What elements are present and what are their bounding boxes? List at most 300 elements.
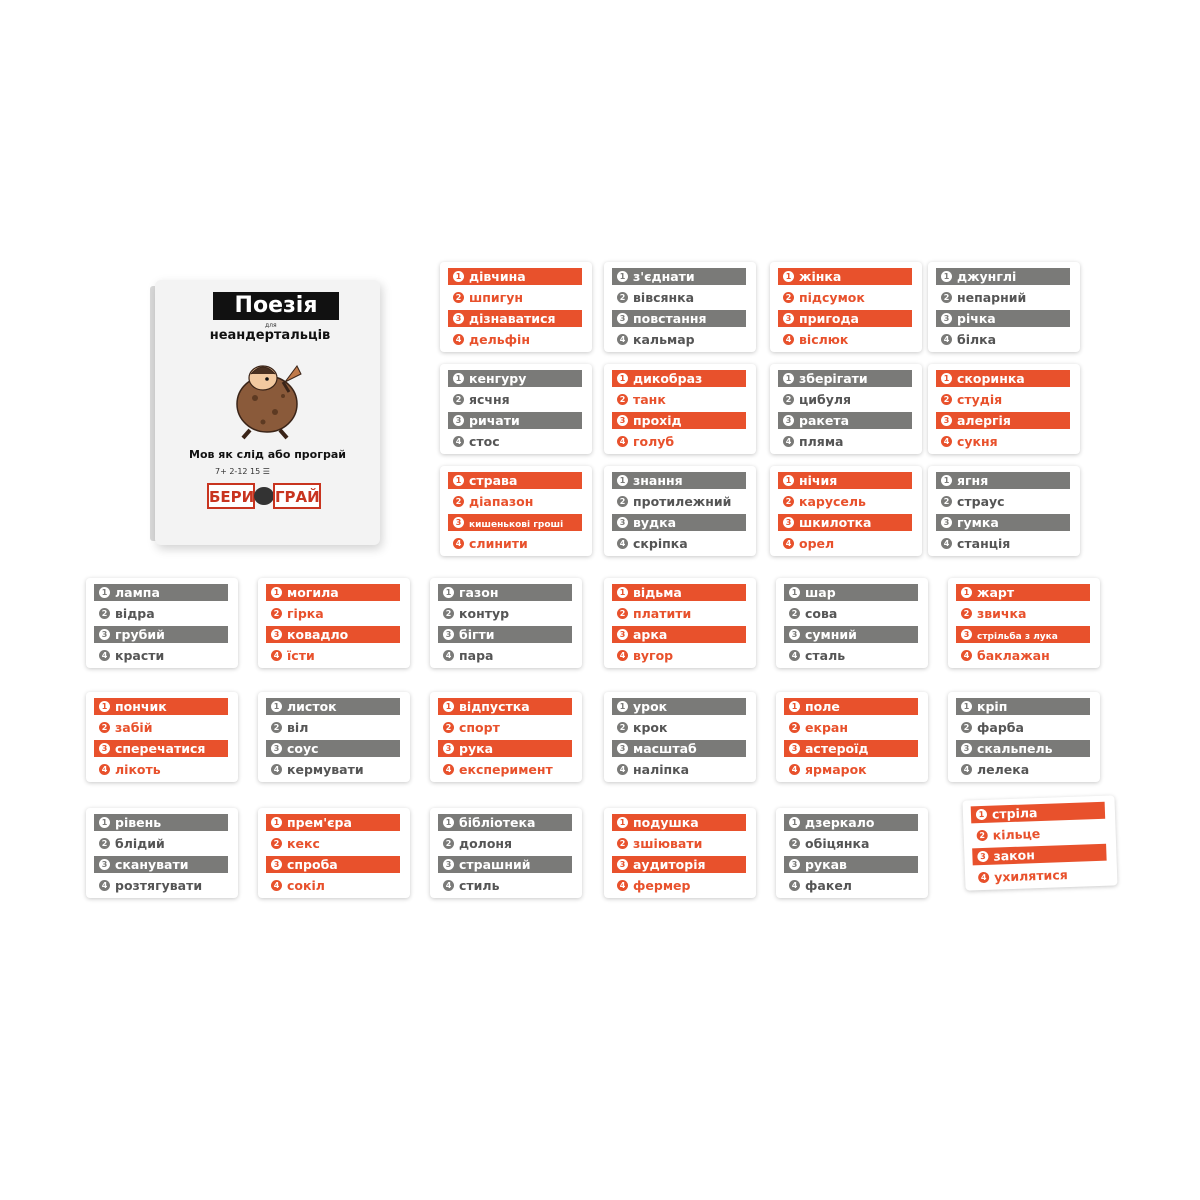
card-word-row [956,698,1090,715]
card-word: стос [469,434,500,449]
card-word: ковадло [287,627,349,642]
card-word: рука [459,741,494,756]
card-word: стріла [991,805,1038,822]
card-word: арка [633,627,668,642]
card-word-row [94,719,228,736]
card-word-row [784,761,918,778]
card-word: аудиторія [633,857,706,872]
word-number-badge: 3 [617,517,628,528]
card-word-row [266,877,400,894]
card-word-row [778,412,912,429]
card-word: бігти [459,627,495,642]
card-word: страва [469,473,518,488]
word-number-badge: 2 [941,292,952,303]
card-word-row [778,370,912,387]
card-word-row [784,584,918,601]
card-word-row [936,331,1070,348]
word-number-badge: 3 [941,517,952,528]
word-number-badge: 2 [453,292,464,303]
word-number-badge: 3 [271,859,282,870]
card-word: лелека [977,762,1030,777]
word-number-badge: 3 [443,859,454,870]
word-number-badge: 3 [443,743,454,754]
word-card [430,692,582,782]
card-word: кенгуру [469,371,527,386]
card-word-row [784,740,918,757]
word-number-badge: 3 [453,517,464,528]
word-number-badge: 2 [789,838,800,849]
card-word: могила [287,585,339,600]
word-number-badge: 2 [977,830,988,841]
word-card [440,466,592,556]
card-word-row [612,289,746,306]
card-word-row [936,391,1070,408]
card-word-row [94,605,228,622]
card-word-row [438,814,572,831]
card-word-row [438,584,572,601]
card-word-row [936,535,1070,552]
card-word-row [612,719,746,736]
word-number-badge: 3 [617,313,628,324]
card-word: платити [633,606,692,621]
card-word: непарний [957,290,1027,305]
card-word-row [612,856,746,873]
card-word: баклажан [977,648,1050,663]
card-word-row [612,535,746,552]
card-word-row [612,740,746,757]
card-word-row [936,310,1070,327]
word-card [928,466,1080,556]
card-word: закон [993,847,1036,864]
card-word: пригода [799,311,859,326]
card-word-row [94,761,228,778]
word-number-badge: 2 [783,394,794,405]
card-word: газон [459,585,499,600]
card-word: скріпка [633,536,688,551]
card-word-row [784,605,918,622]
card-word-row [448,493,582,510]
card-word: кільце [992,825,1041,843]
word-number-badge: 2 [617,496,628,507]
card-word: сканувати [115,857,189,872]
card-word: листок [287,699,337,714]
word-number-badge: 2 [453,394,464,405]
word-number-badge: 2 [783,496,794,507]
word-number-badge: 4 [453,436,464,447]
word-card [604,262,756,352]
word-number-badge: 2 [789,722,800,733]
card-word: грубий [115,627,165,642]
word-number-badge: 4 [961,764,972,775]
word-number-badge: 2 [271,838,282,849]
word-number-badge: 2 [443,722,454,733]
card-word: ракета [799,413,850,428]
card-word-row [784,814,918,831]
word-number-badge: 3 [789,629,800,640]
card-word-row [438,835,572,852]
card-word: дівчина [469,269,526,284]
card-word: контур [459,606,510,621]
word-card [258,578,410,668]
card-word: відра [115,606,155,621]
word-number-badge: 2 [961,722,972,733]
card-word: факел [805,878,852,893]
card-word-row [936,514,1070,531]
card-word-row [956,761,1090,778]
word-number-badge: 2 [99,608,110,619]
word-number-badge: 2 [617,608,628,619]
word-card [770,364,922,454]
card-word-row [778,310,912,327]
word-number-badge: 3 [617,859,628,870]
card-word-row [936,472,1070,489]
card-word-row [936,289,1070,306]
word-card [928,262,1080,352]
word-number-badge: 4 [617,764,628,775]
word-number-badge: 1 [617,817,628,828]
card-word: страшний [459,857,531,872]
word-number-badge: 2 [443,838,454,849]
card-word-row [448,391,582,408]
card-word: експеримент [459,762,553,777]
card-word-row [784,835,918,852]
card-word: ухилятися [993,867,1068,885]
word-number-badge: 4 [99,764,110,775]
card-word: скоринка [957,371,1025,386]
box-title-small: для [265,322,277,329]
card-word-row [266,856,400,873]
card-word: віслюк [799,332,849,347]
card-word-row [956,605,1090,622]
card-word-row [612,877,746,894]
card-word-row [266,740,400,757]
card-word-row [438,877,572,894]
card-word-row [612,493,746,510]
card-word: шпигун [469,290,523,305]
card-word: прохід [633,413,682,428]
card-word-row [438,626,572,643]
card-word-row [612,514,746,531]
card-word-row [94,647,228,664]
card-word-row [936,493,1070,510]
word-card [258,692,410,782]
card-word: соус [287,741,319,756]
card-word: фарба [977,720,1024,735]
card-word-row [612,370,746,387]
word-number-badge: 1 [789,701,800,712]
card-word-row [266,605,400,622]
card-word: кермувати [287,762,364,777]
word-card [770,466,922,556]
word-number-badge: 4 [783,436,794,447]
card-word-row [972,844,1107,866]
card-word: сталь [805,648,846,663]
word-number-badge: 4 [941,436,952,447]
word-number-badge: 3 [617,629,628,640]
card-word: дзеркало [805,815,875,830]
word-number-badge: 1 [99,587,110,598]
word-number-badge: 3 [783,415,794,426]
card-word: протилежний [633,494,732,509]
card-word-row [612,331,746,348]
card-word-row [438,719,572,736]
word-number-badge: 3 [783,517,794,528]
word-card [604,808,756,898]
card-word-row [94,835,228,852]
card-word-row [936,370,1070,387]
card-word: поле [805,699,840,714]
card-word-row [438,856,572,873]
card-word-row [438,698,572,715]
word-number-badge: 1 [617,701,628,712]
card-word: зшіювати [633,836,703,851]
word-number-badge: 4 [443,880,454,891]
box-subtitle: неандертальців [209,328,331,343]
card-word-row [956,740,1090,757]
card-word: відьма [633,585,682,600]
card-word-row [956,647,1090,664]
word-number-badge: 2 [453,496,464,507]
card-word: білка [957,332,997,347]
card-word-row [94,626,228,643]
card-word: фермер [633,878,691,893]
card-word: прем'єра [287,815,352,830]
word-number-badge: 4 [99,650,110,661]
card-word: кріп [977,699,1008,714]
card-word-row [438,761,572,778]
card-word-row [936,433,1070,450]
card-word: масштаб [633,741,697,756]
card-word-row [448,331,582,348]
word-number-badge: 2 [783,292,794,303]
card-word: сукня [957,434,998,449]
word-card [604,364,756,454]
word-number-badge: 4 [941,334,952,345]
card-word: станція [957,536,1011,551]
card-word-row [612,584,746,601]
word-number-badge: 1 [99,701,110,712]
card-word-row [936,412,1070,429]
card-word-row [778,289,912,306]
word-number-badge: 1 [961,701,972,712]
word-number-badge: 1 [453,271,464,282]
word-card [430,808,582,898]
card-word-row [778,331,912,348]
card-word-row [956,719,1090,736]
card-word-row [448,412,582,429]
card-word-row [438,605,572,622]
card-word-row [612,814,746,831]
word-card [258,808,410,898]
card-word-row [971,823,1106,845]
word-number-badge: 4 [443,650,454,661]
word-card [604,692,756,782]
word-number-badge: 2 [789,608,800,619]
card-word: з'єднати [633,269,695,284]
word-number-badge: 1 [783,271,794,282]
word-number-badge: 1 [99,817,110,828]
word-number-badge: 1 [789,817,800,828]
card-word: рівень [115,815,162,830]
card-word: кишенькові гроші [469,520,564,530]
game-box [155,280,380,545]
card-word-row [612,433,746,450]
card-word-row [448,268,582,285]
word-number-badge: 2 [271,608,282,619]
card-word: кальмар [633,332,695,347]
card-word: джунглі [957,269,1017,284]
word-number-badge: 3 [453,415,464,426]
card-word-row [448,535,582,552]
word-number-badge: 4 [99,880,110,891]
card-word-row [266,626,400,643]
card-word: астероїд [805,741,869,756]
card-word: лампа [115,585,160,600]
card-word-row [784,856,918,873]
card-word-row [94,698,228,715]
box-title: Поезія [213,292,339,320]
card-word: шар [805,585,836,600]
word-number-badge: 4 [783,334,794,345]
word-number-badge: 2 [961,608,972,619]
word-card [776,692,928,782]
card-word: слинити [469,536,528,551]
card-word-row [784,719,918,736]
word-number-badge: 3 [443,629,454,640]
card-word: знання [633,473,683,488]
box-tagline: Мов як слід або програй [189,448,346,461]
word-number-badge: 3 [271,629,282,640]
card-word-row [438,740,572,757]
word-number-badge: 4 [617,880,628,891]
word-number-badge: 3 [789,743,800,754]
word-number-badge: 4 [271,880,282,891]
word-card [770,262,922,352]
card-word: їсти [287,648,315,663]
word-number-badge: 3 [99,629,110,640]
card-word-row [94,814,228,831]
word-number-badge: 4 [961,650,972,661]
card-word: орел [799,536,835,551]
card-word: цибуля [799,392,852,407]
word-number-badge: 4 [443,764,454,775]
card-word-row [448,310,582,327]
card-word: лікоть [115,762,161,777]
card-word: стрільба з лука [977,632,1058,642]
word-number-badge: 4 [941,538,952,549]
card-word: забій [115,720,153,735]
card-word-row [448,370,582,387]
card-word: сова [805,606,838,621]
word-number-badge: 1 [443,817,454,828]
card-word: карусель [799,494,866,509]
card-word-row [971,802,1106,824]
card-word: річка [957,311,996,326]
word-number-badge: 3 [961,629,972,640]
card-word: стиль [459,878,500,893]
card-word-row [448,472,582,489]
brand-left: БЕРИ [207,483,255,509]
card-word: скальпель [977,741,1053,756]
word-number-badge: 1 [617,271,628,282]
card-word-row [94,584,228,601]
card-word-row [266,814,400,831]
word-number-badge: 3 [271,743,282,754]
card-word-row [448,514,582,531]
word-number-badge: 1 [443,701,454,712]
card-word-row [612,310,746,327]
brand-logo [207,483,325,509]
card-word: сокіл [287,878,325,893]
card-word: повстання [633,311,707,326]
card-word: ягня [957,473,989,488]
card-word: шкилотка [799,515,872,530]
word-number-badge: 2 [617,292,628,303]
card-word: голуб [633,434,675,449]
card-word-row [973,865,1108,887]
card-word-row [266,761,400,778]
word-number-badge: 1 [976,809,987,820]
card-word-row [266,584,400,601]
card-word-row [778,268,912,285]
card-word-row [784,877,918,894]
card-word-row [778,535,912,552]
card-word-row [266,647,400,664]
word-number-badge: 2 [617,838,628,849]
box-info-icons: 7+ 2-12 15 ☰ [215,467,270,476]
caveman-illustration [225,352,315,442]
word-number-badge: 1 [941,475,952,486]
card-word: зберігати [799,371,868,386]
word-number-badge: 4 [617,538,628,549]
word-card [776,808,928,898]
card-word: сумний [805,627,857,642]
card-word: дізнаватися [469,311,556,326]
card-word: звичка [977,606,1027,621]
card-word: сперечатися [115,741,206,756]
card-word: ярмарок [805,762,867,777]
card-word: вівсянка [633,290,695,305]
word-number-badge: 3 [977,851,988,862]
card-word: долоня [459,836,513,851]
card-word: дельфін [469,332,530,347]
word-number-badge: 1 [789,587,800,598]
word-card [948,692,1100,782]
word-number-badge: 1 [961,587,972,598]
word-number-badge: 2 [271,722,282,733]
card-word: рукав [805,857,847,872]
card-word: вудка [633,515,677,530]
word-number-badge: 3 [941,313,952,324]
card-word: обіцянка [805,836,870,851]
card-word: дикобраз [633,371,703,386]
card-word: блідий [115,836,165,851]
card-word: віл [287,720,309,735]
word-number-badge: 1 [453,475,464,486]
word-number-badge: 3 [789,859,800,870]
card-word: бібліотека [459,815,536,830]
word-number-badge: 3 [941,415,952,426]
word-number-badge: 1 [617,587,628,598]
word-number-badge: 1 [783,475,794,486]
word-card [440,262,592,352]
word-number-badge: 3 [617,415,628,426]
card-word: розтягувати [115,878,203,893]
word-number-badge: 1 [443,587,454,598]
word-number-badge: 1 [271,701,282,712]
card-word: діапазон [469,494,534,509]
word-number-badge: 2 [941,394,952,405]
